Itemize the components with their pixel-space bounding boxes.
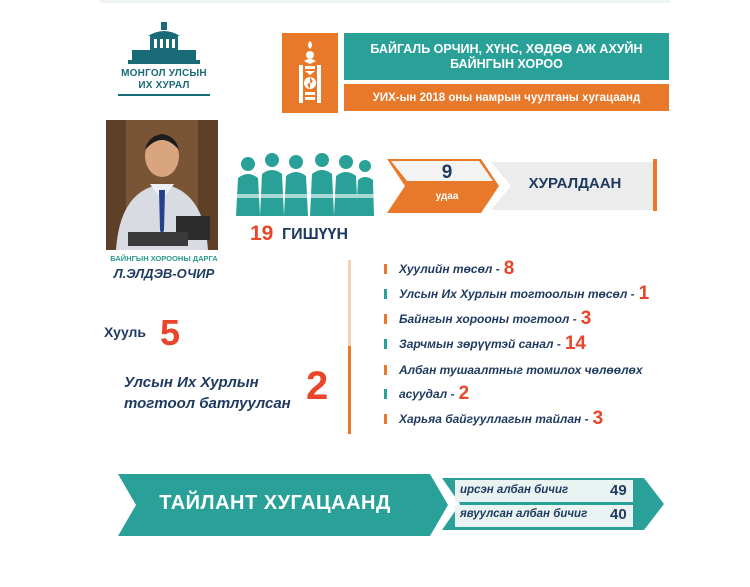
list-marker — [384, 414, 387, 424]
list-marker — [384, 389, 387, 399]
sent-count: 40 — [610, 506, 627, 523]
list-item — [384, 259, 514, 279]
list-item-number: 14 — [564, 333, 586, 354]
list-item-text: Зарчмын зөрүүтэй санал - — [399, 337, 561, 351]
list-item — [384, 360, 647, 380]
list-item — [384, 384, 469, 404]
list-item-text: асуудал - — [399, 387, 455, 401]
list-item — [384, 309, 591, 329]
chair-label: БАЙНГЫН ХОРООНЫ ДАРГА — [110, 254, 218, 263]
received-count: 49 — [610, 482, 627, 499]
list-marker — [384, 314, 387, 324]
list-item-number: 2 — [458, 383, 470, 404]
members-count: 19 — [250, 222, 274, 245]
parliament-building-icon — [128, 22, 200, 68]
list-item-number: 3 — [592, 408, 604, 429]
sessions-end-bar — [653, 159, 657, 211]
resolutions-count: 2 — [306, 364, 329, 408]
sessions-count: 9 — [441, 162, 453, 183]
logo-line2: ИХ ХУРАЛ — [138, 80, 190, 91]
list-item — [384, 409, 603, 429]
list-item-text: Байнгын хорооны тогтоол - — [399, 312, 577, 326]
list-marker — [384, 264, 387, 274]
divider-bottom — [348, 346, 351, 434]
chair-photo — [106, 120, 218, 250]
soyombo-emblem — [282, 33, 338, 113]
received-label: ирсэн албан бичиг — [460, 484, 569, 496]
laws-count: 5 — [160, 312, 181, 353]
list-item-number: 8 — [503, 258, 515, 279]
soyombo-icon — [282, 33, 338, 113]
resolutions-line1: Улсын Их Хурлын — [124, 374, 259, 391]
committee-title: БАЙГАЛЬ ОРЧИН, ХҮНС, ХӨДӨӨ АЖ АХУЙН БАЙНГЫН ХОРОО — [344, 33, 669, 80]
sessions-label: ХУРАЛДААН — [528, 175, 622, 192]
list-item-number: 3 — [580, 308, 592, 329]
list-item-text: Харьяа байгууллагын тайлан - — [399, 412, 589, 426]
list-item-number: 1 — [638, 283, 650, 304]
report-title: ТАЙЛАНТ ХУГАЦААНД — [159, 492, 391, 514]
list-item-text: Улсын Их Хурлын тогтоолын төсөл - — [399, 287, 635, 301]
top-strip — [100, 0, 670, 3]
list-item — [384, 284, 649, 304]
list-item-text: Хуулийн төсөл - — [399, 262, 500, 276]
period-subtitle: УИХ-ын 2018 оны намрын чуулганы хугацаанд — [344, 84, 669, 111]
laws-label: Хууль — [104, 324, 147, 340]
logo-line1: МОНГОЛ УЛСЫН — [121, 68, 207, 79]
list-item — [384, 334, 586, 354]
logo-text — [112, 68, 216, 92]
sent-label: явуулсан албан бичиг — [460, 508, 588, 520]
list-marker — [384, 365, 387, 375]
logo-underline — [118, 94, 210, 96]
list-marker — [384, 289, 387, 299]
list-item-text: Албан тушаалтныг томилох чөлөөлөх — [399, 363, 643, 377]
resolutions-line2: тогтоол батлуулсан — [124, 395, 291, 412]
chair-name: Л.ЭЛДЭВ-ОЧИР — [113, 266, 215, 281]
sessions-unit: удаа — [435, 191, 459, 202]
divider-top — [348, 260, 351, 346]
resolutions-label — [124, 372, 291, 414]
list-marker — [384, 339, 387, 349]
members-label: ГИШҮҮН — [282, 226, 348, 243]
members-group-icon — [234, 150, 374, 216]
